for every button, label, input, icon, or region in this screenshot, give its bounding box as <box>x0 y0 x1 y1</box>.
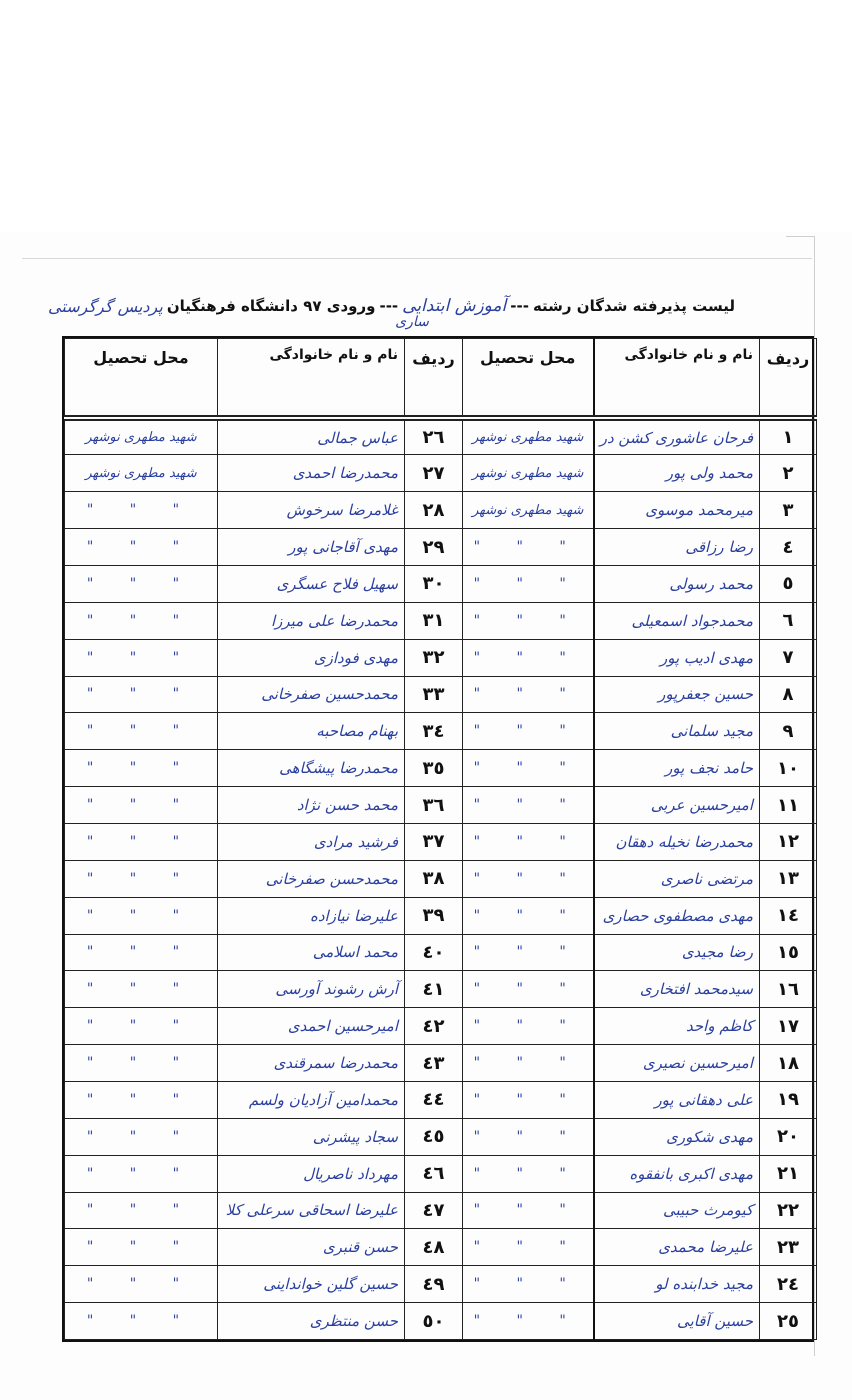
row-number-left: ٣٣ <box>405 676 463 713</box>
student-name-right: رضا رزاقی <box>594 529 760 566</box>
table-row <box>65 934 817 971</box>
student-name-left: حسن منتظری <box>218 1303 405 1340</box>
study-place-left: " " " <box>65 1266 218 1303</box>
row-number-left: ٤٧ <box>405 1192 463 1229</box>
table-row <box>65 1081 817 1118</box>
title-suffix: ورودی ۹۷ دانشگاه فرهنگیان <box>166 297 376 315</box>
table-row <box>65 529 817 566</box>
row-number-right: ٢ <box>760 455 817 492</box>
row-number-left: ٤٩ <box>405 1266 463 1303</box>
study-place-right: " " " <box>463 750 594 787</box>
study-place-left: " " " <box>65 639 218 676</box>
header-study-place-right: محل تحصیل <box>463 339 594 419</box>
study-place-left: " " " <box>65 713 218 750</box>
header-full-name-right: نام و نام خانوادگی <box>594 339 760 419</box>
study-place-left: شهید مطهری نوشهر <box>65 455 218 492</box>
row-number-right: ٢٣ <box>760 1229 817 1266</box>
table-row <box>65 1008 817 1045</box>
study-place-left: " " " <box>65 971 218 1008</box>
table-row <box>65 787 817 824</box>
title-prefix: لیست پذیرفته شدگان رشته <box>532 297 735 315</box>
row-number-left: ٣٧ <box>405 823 463 860</box>
row-number-left: ٤٠ <box>405 934 463 971</box>
study-place-right: " " " <box>463 602 594 639</box>
row-number-right: ٤ <box>760 529 817 566</box>
study-place-right: " " " <box>463 676 594 713</box>
row-number-left: ٣٦ <box>405 787 463 824</box>
study-place-left: شهید مطهری نوشهر <box>65 418 218 455</box>
study-place-right: " " " <box>463 823 594 860</box>
row-number-right: ٦ <box>760 602 817 639</box>
student-name-left: محمدرضا علی میرزا <box>218 602 405 639</box>
study-place-right: " " " <box>463 565 594 602</box>
study-place-right: شهید مطهری نوشهر <box>463 492 594 529</box>
table-row <box>65 1229 817 1266</box>
student-name-right: حامد نجف پور <box>594 750 760 787</box>
student-name-right: محمد ولی پور <box>594 455 760 492</box>
study-place-right: " " " <box>463 1155 594 1192</box>
header-row-number-right: ردیف <box>760 339 817 419</box>
table-row <box>65 1155 817 1192</box>
row-number-right: ٩ <box>760 713 817 750</box>
row-number-left: ٢٨ <box>405 492 463 529</box>
student-name-right: رضا مجیدی <box>594 934 760 971</box>
row-number-right: ٢٢ <box>760 1192 817 1229</box>
row-number-left: ٤٦ <box>405 1155 463 1192</box>
study-place-right: " " " <box>463 897 594 934</box>
study-place-right: " " " <box>463 1229 594 1266</box>
study-place-left: " " " <box>65 1118 218 1155</box>
study-place-left: " " " <box>65 1008 218 1045</box>
table-row <box>65 823 817 860</box>
student-name-right: مهدی ادیب پور <box>594 639 760 676</box>
student-name-right: امیرحسین عربی <box>594 787 760 824</box>
student-name-left: محمدحسن صفرخانی <box>218 860 405 897</box>
student-name-right: مجید خدابنده لو <box>594 1266 760 1303</box>
student-name-right: میرمحمد موسوی <box>594 492 760 529</box>
row-number-right: ٧ <box>760 639 817 676</box>
student-name-left: امیرحسین احمدی <box>218 1008 405 1045</box>
student-name-right: محمدجواد اسمعیلی <box>594 602 760 639</box>
study-place-left: " " " <box>65 565 218 602</box>
study-place-right: " " " <box>463 713 594 750</box>
student-name-left: مهدی آقاجانی پور <box>218 529 405 566</box>
row-number-left: ٣٨ <box>405 860 463 897</box>
study-place-left: " " " <box>65 860 218 897</box>
student-name-right: محمدرضا نخیله دهقان <box>594 823 760 860</box>
study-place-left: " " " <box>65 750 218 787</box>
study-place-right: " " " <box>463 934 594 971</box>
study-place-left: " " " <box>65 602 218 639</box>
table-row <box>65 860 817 897</box>
study-place-right: " " " <box>463 1303 594 1340</box>
row-number-right: ٢٥ <box>760 1303 817 1340</box>
study-place-right: " " " <box>463 1118 594 1155</box>
study-place-right: " " " <box>463 639 594 676</box>
student-name-right: علیرضا محمدی <box>594 1229 760 1266</box>
student-name-right: کیومرث حبیبی <box>594 1192 760 1229</box>
student-name-left: محمدرضا سمرقندی <box>218 1045 405 1082</box>
table-row <box>65 713 817 750</box>
study-place-right: " " " <box>463 1266 594 1303</box>
row-number-left: ٢٩ <box>405 529 463 566</box>
study-place-right: " " " <box>463 529 594 566</box>
student-name-left: مهرداد ناصریال <box>218 1155 405 1192</box>
row-number-left: ٣٠ <box>405 565 463 602</box>
title-dash-left: --- <box>379 297 399 315</box>
study-place-left: " " " <box>65 823 218 860</box>
row-number-right: ١٤ <box>760 897 817 934</box>
student-name-right: مجید سلمانی <box>594 713 760 750</box>
study-place-right: " " " <box>463 1045 594 1082</box>
study-place-left: " " " <box>65 1045 218 1082</box>
row-number-right: ٢١ <box>760 1155 817 1192</box>
table-row <box>65 455 817 492</box>
student-name-left: آرش رشوند آورسی <box>218 971 405 1008</box>
header-study-place-left: محل تحصیل <box>65 339 218 419</box>
student-name-right: سیدمحمد افتخاری <box>594 971 760 1008</box>
study-place-left: " " " <box>65 676 218 713</box>
row-number-left: ٤١ <box>405 971 463 1008</box>
row-number-right: ٢٤ <box>760 1266 817 1303</box>
table-row <box>65 565 817 602</box>
row-number-left: ٤٤ <box>405 1081 463 1118</box>
document-title <box>10 288 735 324</box>
roster-body <box>65 418 817 1340</box>
study-place-right: " " " <box>463 787 594 824</box>
roster-header-row <box>65 339 817 419</box>
roster-table <box>64 338 817 1340</box>
scan-edge-corner <box>786 236 814 237</box>
admission-roster <box>62 336 814 1342</box>
student-name-right: مهدی اکبری بانفقوه <box>594 1155 760 1192</box>
student-name-left: علیرضا نیازاده <box>218 897 405 934</box>
table-row <box>65 750 817 787</box>
row-number-left: ٢٦ <box>405 418 463 455</box>
table-row <box>65 971 817 1008</box>
table-row <box>65 492 817 529</box>
study-place-right: " " " <box>463 860 594 897</box>
table-row <box>65 639 817 676</box>
row-number-right: ١٢ <box>760 823 817 860</box>
table-row <box>65 897 817 934</box>
student-name-right: مرتضی ناصری <box>594 860 760 897</box>
scan-edge-top <box>22 258 812 259</box>
row-number-right: ١٦ <box>760 971 817 1008</box>
table-row <box>65 1303 817 1340</box>
row-number-left: ٣٢ <box>405 639 463 676</box>
student-name-left: محمدرضا پیشگاهی <box>218 750 405 787</box>
row-number-left: ٢٧ <box>405 455 463 492</box>
row-number-right: ٥ <box>760 565 817 602</box>
student-name-right: مهدی مصطفوی حصاری <box>594 897 760 934</box>
table-row <box>65 1045 817 1082</box>
student-name-right: کاظم واحد <box>594 1008 760 1045</box>
student-name-left: فرشید مرادی <box>218 823 405 860</box>
table-row <box>65 602 817 639</box>
study-place-left: " " " <box>65 1192 218 1229</box>
student-name-left: سهیل فلاح عسگری <box>218 565 405 602</box>
row-number-right: ١٠ <box>760 750 817 787</box>
header-full-name-left: نام و نام خانوادگی <box>218 339 405 419</box>
student-name-right: فرحان عاشوری کشن در <box>594 418 760 455</box>
table-row <box>65 1192 817 1229</box>
title-city-handwritten: ساری <box>395 314 429 330</box>
study-place-left: " " " <box>65 492 218 529</box>
student-name-left: بهنام مصاحبه <box>218 713 405 750</box>
study-place-right: " " " <box>463 1192 594 1229</box>
student-name-right: محمد رسولی <box>594 565 760 602</box>
student-name-left: محمدحسین صفرخانی <box>218 676 405 713</box>
row-number-right: ١١ <box>760 787 817 824</box>
student-name-left: محمد اسلامی <box>218 934 405 971</box>
student-name-left: حسین گلین خوانداینی <box>218 1266 405 1303</box>
table-row <box>65 1266 817 1303</box>
title-campus-handwritten: پردیس گرگرستی <box>48 296 163 316</box>
study-place-left: " " " <box>65 787 218 824</box>
row-number-left: ٤٨ <box>405 1229 463 1266</box>
student-name-left: محمدرضا احمدی <box>218 455 405 492</box>
study-place-right: " " " <box>463 1008 594 1045</box>
study-place-left: " " " <box>65 934 218 971</box>
header-row-number-left: ردیف <box>405 339 463 419</box>
row-number-left: ٣١ <box>405 602 463 639</box>
student-name-left: حسن قنبری <box>218 1229 405 1266</box>
row-number-left: ٥٠ <box>405 1303 463 1340</box>
student-name-right: حسین آقایی <box>594 1303 760 1340</box>
study-place-left: " " " <box>65 1229 218 1266</box>
row-number-right: ١ <box>760 418 817 455</box>
student-name-left: مهدی فودازی <box>218 639 405 676</box>
row-number-right: ١٨ <box>760 1045 817 1082</box>
table-row <box>65 418 817 455</box>
study-place-right: " " " <box>463 1081 594 1118</box>
student-name-right: امیرحسین نصیری <box>594 1045 760 1082</box>
student-name-right: حسین جعفرپور <box>594 676 760 713</box>
study-place-right: " " " <box>463 971 594 1008</box>
study-place-right: شهید مطهری نوشهر <box>463 455 594 492</box>
student-name-left: غلامرضا سرخوش <box>218 492 405 529</box>
row-number-right: ٨ <box>760 676 817 713</box>
row-number-right: ١٧ <box>760 1008 817 1045</box>
row-number-left: ٣٥ <box>405 750 463 787</box>
study-place-left: " " " <box>65 1155 218 1192</box>
student-name-left: محمدامین آزادیان ولسم <box>218 1081 405 1118</box>
row-number-right: ٢٠ <box>760 1118 817 1155</box>
row-number-left: ٤٣ <box>405 1045 463 1082</box>
row-number-left: ٣٩ <box>405 897 463 934</box>
student-name-left: سجاد پیشرنی <box>218 1118 405 1155</box>
study-place-left: " " " <box>65 529 218 566</box>
table-row <box>65 1118 817 1155</box>
title-dash-right: --- <box>510 297 529 315</box>
study-place-left: " " " <box>65 897 218 934</box>
row-number-right: ١٣ <box>760 860 817 897</box>
study-place-right: شهید مطهری نوشهر <box>463 418 594 455</box>
row-number-right: ١٥ <box>760 934 817 971</box>
table-row <box>65 676 817 713</box>
row-number-left: ٤٢ <box>405 1008 463 1045</box>
study-place-left: " " " <box>65 1303 218 1340</box>
student-name-left: محمد حسن نژاد <box>218 787 405 824</box>
row-number-right: ١٩ <box>760 1081 817 1118</box>
student-name-left: علیرضا اسحاقی سرعلی کلا <box>218 1192 405 1229</box>
row-number-right: ٣ <box>760 492 817 529</box>
row-number-left: ٣٤ <box>405 713 463 750</box>
row-number-left: ٤٥ <box>405 1118 463 1155</box>
study-place-left: " " " <box>65 1081 218 1118</box>
student-name-right: مهدی شکوری <box>594 1118 760 1155</box>
student-name-right: علی دهقانی پور <box>594 1081 760 1118</box>
student-name-left: عباس جمالی <box>218 418 405 455</box>
title-field-handwritten: آموزش ابتدایی <box>402 296 507 316</box>
